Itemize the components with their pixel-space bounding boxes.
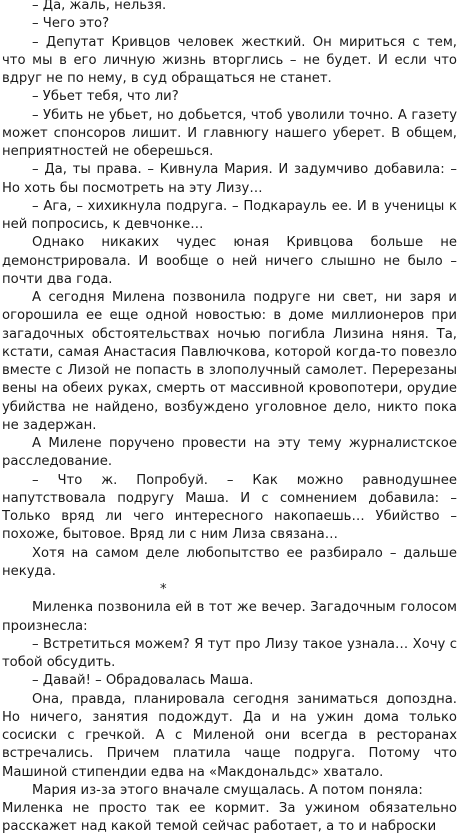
paragraph: – Да, жаль, нельзя.	[32, 0, 167, 13]
paragraph: – Что ж. Попробуй. – Как можно равнодушнее напутствовала подругу Маша. И с сомнением добавила: – Только вряд ли чего интересного накопаешь… Убийство – похоже, бытовое. Вряд ли с ним Лиза связана…	[2, 472, 457, 543]
paragraph: Миленка не просто так ее кормит. За ужином обязательно расскажет над какой темой сейчас работает, а то и наброски	[2, 801, 457, 835]
paragraph: Хотя на самом деле любопытство ее разбирало – дальше некуда.	[2, 545, 457, 579]
paragraph: Мария из-за этого вначале смущалась. А потом поняла:	[32, 782, 423, 798]
paragraph: – Убить не убьет, но добьется, чтоб уволили точно. А газету может спонсоров лишит. И главнюгу нашего уберет. В общем, неприятностей не оберешься.	[2, 107, 457, 159]
paragraph: – Убьет тебя, что ли?	[32, 89, 179, 105]
paragraph: Миленка позвонила ей в тот же вечер. Загадочным голосом произнесла:	[2, 600, 457, 634]
paragraph: – Встретиться можем? Я тут про Лизу такое узнала… Хочу с тобой обсудить.	[2, 636, 457, 670]
paragraph: – Ага, – хихикнула подруга. – Подкарауль ее. И в ученицы к ней попросись, к девчонке…	[2, 198, 457, 232]
paragraph: – Депутат Кривцов человек жесткий. Он мириться с тем, что мы в его личную жизнь вторглись – не будет. И если что вдруг не по нему, в суд обращаться не станет.	[2, 34, 457, 86]
document-body	[2, 0, 457, 837]
paragraph: – Да, ты права. – Кивнула Мария. И задумчиво добавила: – Но хоть бы посмотреть на эту Лизу…	[2, 162, 457, 196]
paragraph: – Чего это?	[32, 16, 110, 32]
paragraph: Она, правда, планировала сегодня заниматься допоздна. Но ничего, занятия подождут. Да и на ужин дома только сосиски с гречкой. А с Миленой они всегда в ресторанах встречались. Причем платила чаще подруга. Потому что Машиной стипендии едва на «Макдональдс» хватало.	[2, 691, 457, 780]
paragraph: А Милене поручено провести на эту тему журналистское расследование.	[2, 436, 457, 470]
paragraph: А сегодня Милена позвонила подруге ни свет, ни заря и огорошила ее еще одной новостью: в доме миллионеров при загадочных обстоятельствах ночью погибла Лизина няня. Та, кстати, самая Анастасия Павлючкова, которой когда-то повезло вместе с Лизой не попасть в злополучный самолет. Перерезаны вены на обеих руках, смерть от массивной кровопотери, орудие убийства не найдено, возбуждено уголовное дело, никто пока не задержан.	[2, 290, 457, 433]
section-separator: *	[160, 582, 167, 597]
paragraph: Однако никаких чудес юная Кривцова больше не демонстрировала. И вообще о ней ничего слышно не было – почти два года.	[2, 235, 457, 287]
paragraph: – Давай! – Обрадовалась Маша.	[32, 673, 254, 689]
